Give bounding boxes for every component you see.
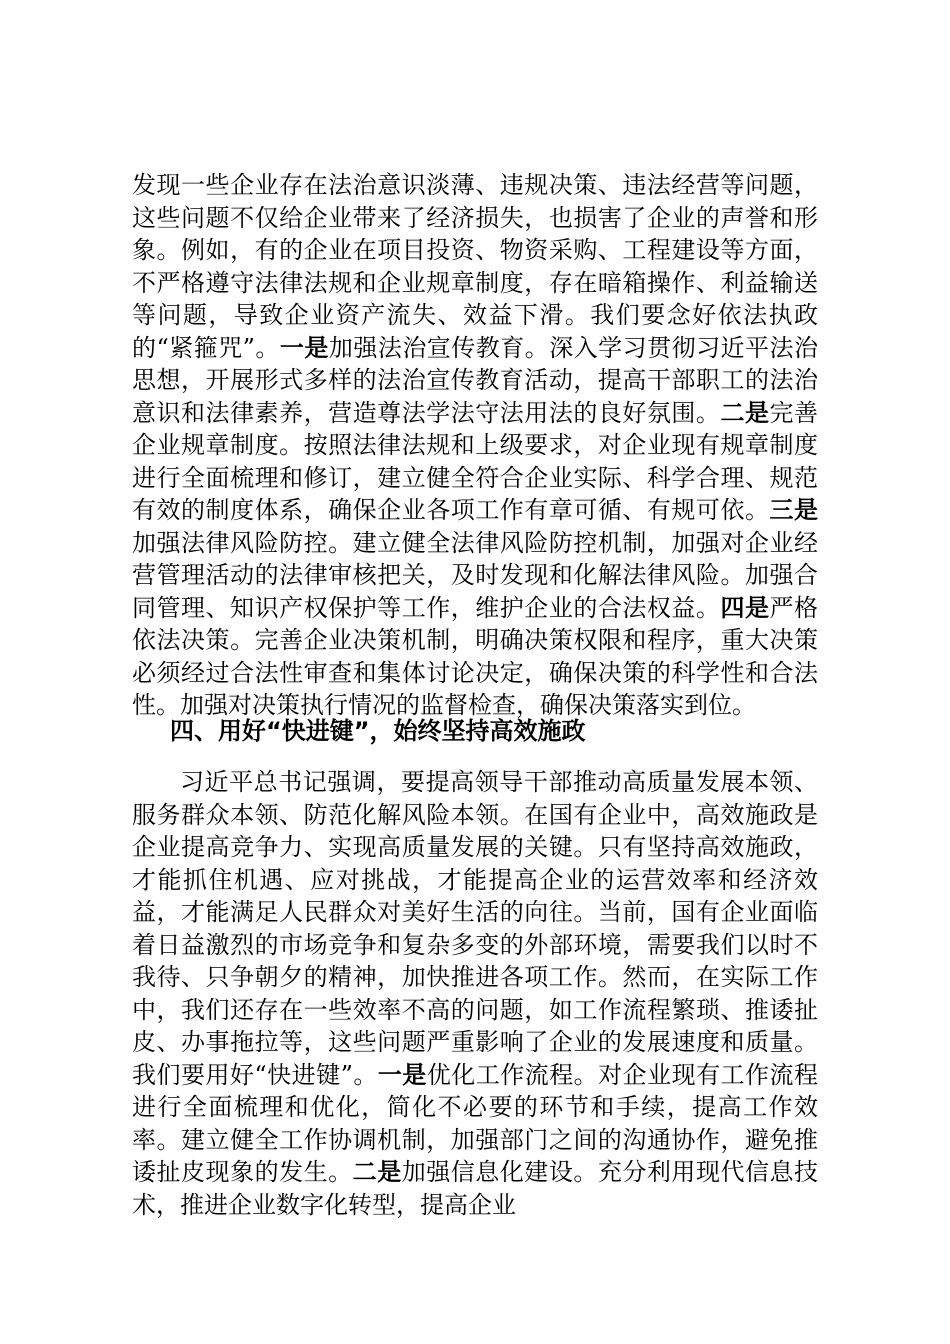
body-paragraph xyxy=(132,169,818,722)
paragraph-text: 发现一些企业存在法治意识淡薄、违规决策、违法经营等问题，这些问题不仅给企业带来了经济损失，也损害了企业的声誉和形象。例如，有的企业在项目投资、物资采购、工程建设等方面，不严格遵守法律法规和企业规章制度，存在暗箱操作、利益输送等问题，导致企业资产流失、效益下滑。我们要念好依法执政的“紧箍咒”。 xyxy=(132,171,818,362)
section-heading: 四、用好“快进键”，始终坚持高效施政 xyxy=(170,717,586,745)
paragraph-text: 加强信息化建设。充分利用现代信息技术，推进企业数字化转型，提高企业 xyxy=(132,1158,819,1219)
document-page xyxy=(132,0,818,1344)
body-paragraph xyxy=(132,766,818,1221)
bold-marker: 二是 xyxy=(720,398,770,427)
paragraph-text: 习近平总书记强调，要提高领导干部推动高质量发展本领、服务群众本领、防范化解风险本领。在国有企业中，高效施政是企业提高竞争力、实现高质量发展的关键。只有坚持高效施政，才能抓住机遇、应对挑战，才能提高企业的运营效率和经济效益，才能满足人民群众对美好生活的向往。当前，国有企业面临着日益激烈的市场竞争和复杂多变的外部环境，需要我们以时不我待、只争朝夕的精神，加快推进各项工作。然而，在实际工作中，我们还存在一些效率不高的问题，如工作流程繁琐、推诿扯皮、办事拖拉等，这些问题严重影响了企业的发展速度和质量。我们要用好“快进键”。 xyxy=(132,768,818,1089)
bold-marker: 三是 xyxy=(769,496,819,524)
paragraph-text: 加强法治宣传教育。深入学习贯彻习近平法治思想，开展形式多样的法治宣传教育活动，提高干部职工的法治意识和法律素养，营造尊法学法守法用法的良好氛围。 xyxy=(132,333,819,427)
bold-marker: 一是 xyxy=(279,333,329,362)
bold-marker: 四是 xyxy=(720,593,770,622)
paragraph-text: 优化工作流程。对企业现有工作流程进行全面梳理和优化，简化不必要的环节和手续，提高工作效率。建立健全工作协调机制，加强部门之间的沟通协作，避免推诿扯皮现象的发生。 xyxy=(132,1060,819,1186)
bold-marker: 二是 xyxy=(352,1158,402,1186)
paragraph-text: 完善企业规章制度。按照法律法规和上级要求，对企业现有规章制度进行全面梳理和修订，建立健全符合企业实际、科学合理、规范有效的制度体系，确保企业各项工作有章可循、有规可依。 xyxy=(132,398,819,524)
paragraph-text: 加强法律风险防控。建立健全法律风险防控机制，加强对企业经营管理活动的法律审核把关，及时发现和化解法律风险。加强合同管理、知识产权保护等工作，维护企业的合法权益。 xyxy=(132,528,818,622)
bold-marker: 一是 xyxy=(377,1060,427,1089)
paragraph-text: 严格依法决策。完善企业决策机制，明确决策权限和程序，重大决策必须经过合法性审查和集体讨论决定，确保决策的科学性和合法性。加强对决策执行情况的监督检查，确保决策落实到位。 xyxy=(132,593,819,719)
